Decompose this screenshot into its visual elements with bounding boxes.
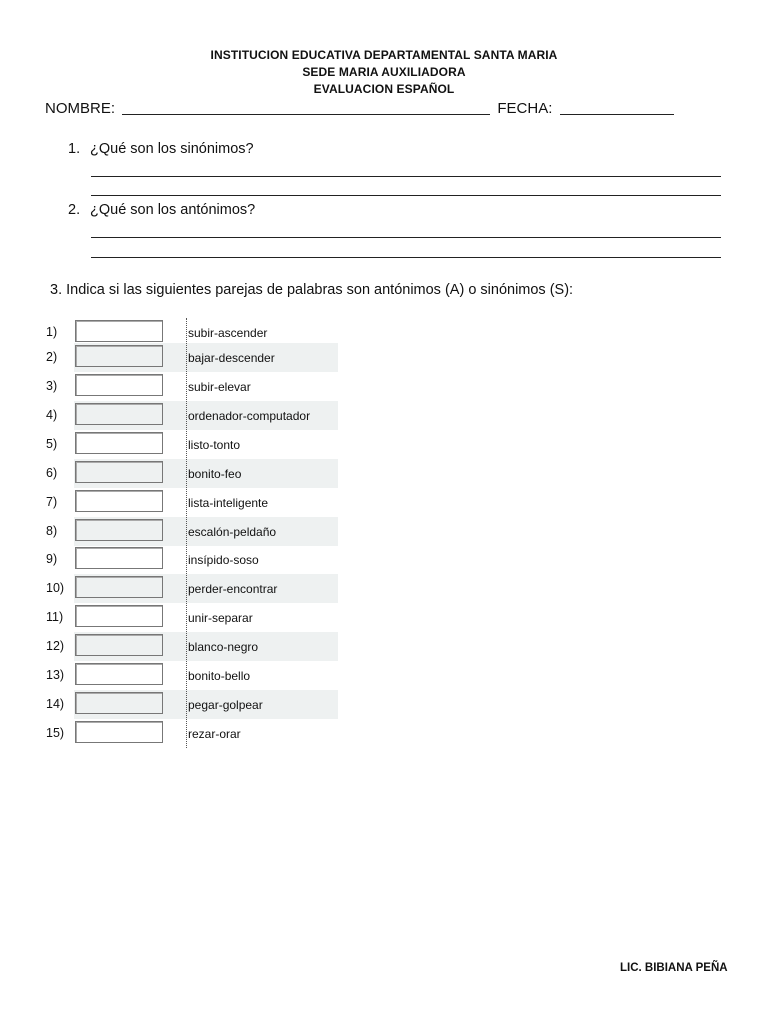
word-pair: bajar-descender [188, 351, 275, 365]
school-name: INSTITUCION EDUCATIVA DEPARTAMENTAL SANTA MARIA [210, 48, 558, 62]
item-number: 7) [46, 495, 58, 509]
answer-box[interactable] [75, 605, 163, 627]
answer-box[interactable] [75, 692, 163, 714]
word-pair: insípido-soso [188, 553, 259, 567]
item-number: 3) [46, 379, 58, 393]
word-pair: bonito-feo [188, 467, 242, 481]
item-number: 6) [46, 466, 58, 480]
column-divider [186, 318, 187, 748]
answer-box[interactable] [75, 634, 163, 656]
answer-box[interactable] [75, 721, 163, 743]
name-field[interactable] [122, 114, 490, 115]
item-number: 8) [46, 524, 58, 538]
answer-box[interactable] [75, 461, 163, 483]
question-3 [50, 282, 573, 298]
item-number: 12) [46, 639, 65, 653]
item-number: 2) [46, 350, 58, 364]
question-1-text: ¿Qué son los sinónimos? [90, 141, 254, 157]
word-pair: escalón-peldaño [188, 525, 277, 539]
answer-box[interactable] [75, 547, 163, 569]
answer-box[interactable] [75, 320, 163, 342]
word-pair: blanco-negro [188, 640, 259, 654]
word-pair: pegar-golpear [188, 698, 263, 712]
word-pair: subir-elevar [188, 380, 251, 394]
name-date-row [45, 100, 677, 117]
answer-box[interactable] [75, 432, 163, 454]
item-number: 14) [46, 697, 65, 711]
item-number: 9) [46, 552, 58, 566]
item-number: 11) [46, 610, 64, 624]
word-pair: listo-tonto [188, 438, 241, 452]
item-number: 4) [46, 408, 58, 422]
list-item [42, 459, 338, 488]
teacher-signature: LIC. BIBIANA PEÑA [620, 962, 728, 974]
list-item [42, 574, 338, 603]
question-2-text: ¿Qué son los antónimos? [90, 202, 256, 218]
item-number: 10) [46, 581, 65, 595]
word-pair: bonito-bello [188, 669, 251, 683]
answer-box[interactable] [75, 345, 163, 367]
campus-name: SEDE MARIA AUXILIADORA [302, 65, 466, 79]
item-number: 13) [46, 668, 65, 682]
word-pair: ordenador-computador [188, 409, 311, 423]
question-1 [68, 141, 254, 157]
document-header [0, 47, 768, 98]
item-number: 5) [46, 437, 58, 451]
list-item [42, 517, 338, 546]
name-label: NOMBRE: [45, 100, 116, 117]
answer-box[interactable] [75, 403, 163, 425]
question-1-number: 1. [68, 141, 81, 157]
list-item [42, 545, 338, 574]
date-label: FECHA: [497, 100, 553, 117]
answer-box[interactable] [75, 519, 163, 541]
answer-box[interactable] [75, 663, 163, 685]
date-field[interactable] [560, 114, 674, 115]
list-item [42, 690, 338, 719]
question-3-instruction: Indica si las siguientes parejas de palabras son antónimos (A) o sinónimos (S): [66, 282, 574, 298]
list-item [42, 488, 338, 517]
word-pair: rezar-orar [188, 727, 241, 741]
answer-line-1a[interactable] [91, 176, 721, 177]
list-item [42, 401, 338, 430]
answer-box[interactable] [75, 576, 163, 598]
word-pair: unir-separar [188, 611, 253, 625]
list-item [42, 603, 338, 632]
answer-line-2b[interactable] [91, 257, 721, 258]
question-2 [68, 202, 255, 218]
list-item [42, 632, 338, 661]
list-item [42, 661, 338, 690]
answer-line-1b[interactable] [91, 195, 721, 196]
list-item [42, 719, 338, 748]
answer-box[interactable] [75, 490, 163, 512]
list-item [42, 343, 338, 372]
word-pair: perder-encontrar [188, 582, 278, 596]
question-2-number: 2. [68, 202, 81, 218]
word-pair: lista-inteligente [188, 496, 269, 510]
answer-line-2a[interactable] [91, 237, 721, 238]
answer-box[interactable] [75, 374, 163, 396]
exam-title: EVALUACION ESPAÑOL [313, 82, 455, 96]
word-pair: subir-ascender [188, 326, 268, 340]
question-3-number: 3. [50, 282, 63, 298]
list-item [42, 372, 338, 401]
list-item [42, 430, 338, 459]
item-number: 1) [46, 325, 58, 339]
item-number: 15) [46, 726, 65, 740]
